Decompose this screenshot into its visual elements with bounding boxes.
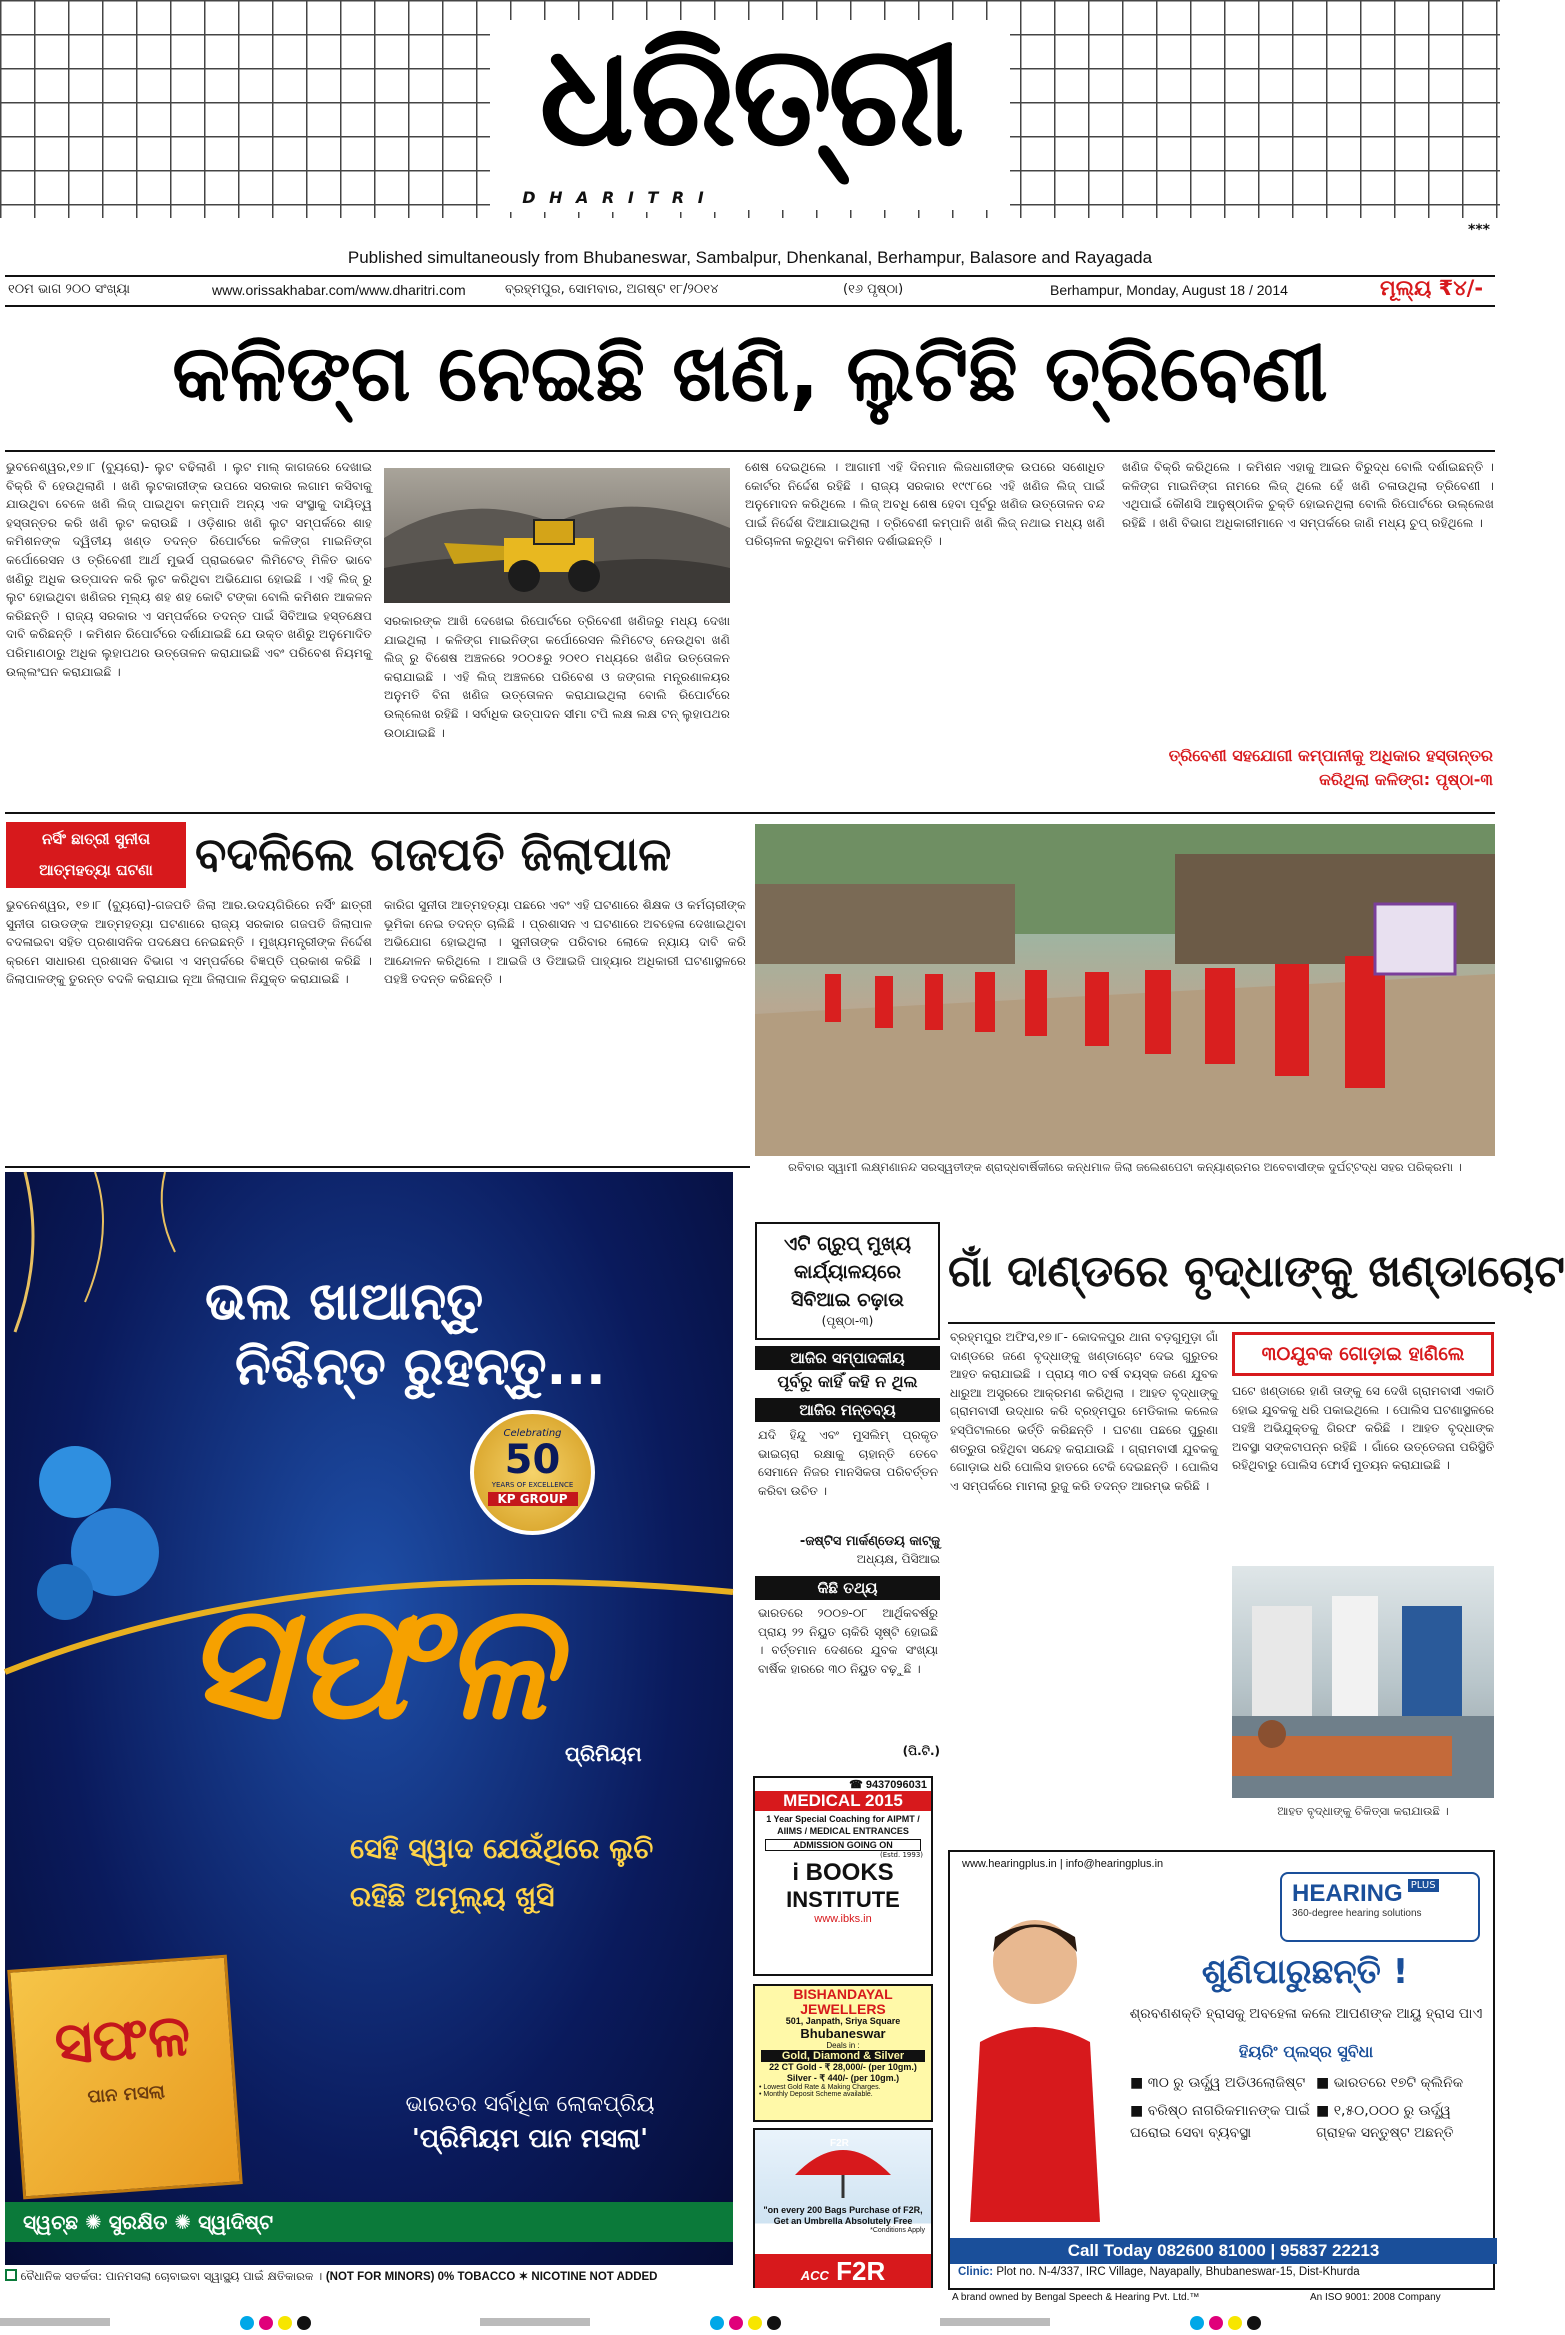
hearing-feature-1 (1130, 2072, 1310, 2094)
comment-head: ଆଜିର ମନ୍ତବ୍ୟ (755, 1398, 940, 1422)
hearing-clinic: Plot no. N-4/337, IRC Village, Nayapally, Bhubaneswar-15, Dist-Khurda (996, 2266, 1360, 2278)
black-dot-icon (297, 2316, 311, 2330)
hearing-web: www.hearingplus.in | info@hearingplus.in (962, 1858, 1164, 1870)
jewellers-note-1: • Lowest Gold Rate & Making Charges. (759, 2084, 881, 2091)
story3-sub-text: ଘଟେ ଖଣ୍ଡାରେ ହାଣି ତାଙ୍କୁ ସେ ଦେଖି ଗ୍ରାମବାସୀ ଏକାଠି ହୋଇ ଯୁବକକୁ ଧରି ପକାଇଥିଲେ । ପୋଲିସ ଘଟଣାସ୍ଥଳରେ ପହଞ୍ଚି ଅଭିଯୁକ୍ତକୁ ଗିରଫ କରିଛି । ଆହତ ବୃଦ୍ଧାଙ୍କ ଅବସ୍ଥା ସଙ୍କଟାପନ୍ନ ରହିଛି । ଗାଁରେ ଉତ୍ତେଜନା ପରିସ୍ଥିତି ରହିଥିବାରୁ ପୋଲିସ ଫୋର୍ସ ମୁତୟନ କରାଯାଇଛି । (1232, 1384, 1494, 1473)
saphal-footer-2: ସୁରକ୍ଷିତ (108, 2210, 168, 2234)
saphal-line-1: ସେହି ସ୍ୱାଦ ଯେଉଁଥିରେ ଲୁଚି (350, 1832, 654, 1865)
hearing-headline: ଶୁଣିପାରୁଛନ୍ତି ! (1201, 1952, 1409, 1992)
bullet-icon: ■ (1316, 2103, 1334, 2119)
ibooks-web: www.ibks.in (814, 1913, 872, 1925)
f2r-brand: F2R (836, 2256, 886, 2286)
saphal-footer-bar (5, 2202, 733, 2242)
flower-icon: ✺ (85, 2210, 109, 2234)
excavator-illustration (384, 468, 730, 603)
saphal-popular-1: ଭାରତର ସର୍ବାଧିକ ଲୋକପ୍ରିୟ (405, 2092, 655, 2117)
hearing-logo-sub: 360-degree hearing solutions (1292, 1908, 1422, 1919)
jewellers-name-2: JEWELLERS (800, 2001, 886, 2017)
lead-col2: ସରକାରଙ୍କ ଆଖି ଦେଖେଇ ରିପୋର୍ଟରେ ତ୍ରିବେଣୀ ଖଣିଜରୁ ମଧ୍ୟ ଦେଖା ଯାଇଥିଲା । କଳିଙ୍ଗ ମାଇନିଙ୍ଗ କର୍ପୋରେସନ ଲିମିଟେଡ୍ ନେଉଥିବା ଖଣି ଲିଜ୍ ରୁ ବିଶେଷ ଅଞ୍ଚଳରେ ୨୦୦୫ରୁ ୨୦୧୦ ମଧ୍ୟରେ ଖଣିଜ ଉତ୍ତୋଳନ କରାଯାଇଛି । ଏହି ଲିଜ୍ ଅଞ୍ଚଳରେ ପରିବେଶ ଓ ଜଙ୍ଗଲ ମନ୍ତ୍ରଣାଳୟର ଅନୁମତି ବିନା ଖଣିଜ ଉତ୍ତୋଳନ କରାଯାଇଥିଲା ବୋଲି ରିପୋର୍ଟରେ ଉଲ୍ଲେଖ ରହିଛି । ସର୍ବାଧିକ ଉତ୍ପାଦନ ସୀମା ଟପି ଲକ୍ଷ ଲକ୍ଷ ଟନ୍ ଲୁହାପଥର ଉଠାଯାଇଛି । (384, 614, 730, 740)
story2-kicker (6, 822, 186, 888)
color-dots (240, 2315, 311, 2334)
jewellers-ad[interactable] (753, 1984, 933, 2122)
section-rule-1 (5, 812, 1495, 814)
section-rule-2 (5, 1166, 750, 1168)
cbi-box[interactable] (755, 1222, 940, 1340)
masthead-logo-sub: D H A R I T R I (500, 188, 730, 212)
hearing-clinic-row (958, 2266, 1493, 2278)
saphal-pack-label: ପାନ ମସଲା (86, 2081, 166, 2108)
kp-badge-group: KP GROUP (488, 1492, 578, 1506)
comment-role: ଅଧ୍ୟକ୍ଷ, ପିସିଆଇ (856, 1552, 940, 1566)
fact-head: କିଛି ତଥ୍ୟ (755, 1576, 940, 1600)
hearing-feature-3 (1130, 2100, 1310, 2144)
ibooks-desc: 1 Year Special Coaching for AIPMT / AIIMS / MEDICAL ENTRANCES (766, 1814, 920, 1836)
hearing-call[interactable]: Call Today 082600 81000 | 95837 22213 (950, 2238, 1497, 2264)
f2r-ad[interactable] (753, 2128, 933, 2288)
hearing-logo: HEARING (1292, 1880, 1403, 1907)
saphal-tagline-1: ଭଲ ଖାଆନ୍ତୁ (205, 1272, 484, 1332)
f2r-brand-row (755, 2254, 931, 2288)
saphal-premium: ପ୍ରିମିୟମ (565, 1742, 642, 1766)
procession-photo (755, 824, 1495, 1156)
saphal-warning-en: (NOT FOR MINORS) 0% TOBACCO ✶ NICOTINE NOT ADDED (325, 2271, 658, 2283)
print-marks (0, 2314, 1500, 2330)
dateline-price: ମୂଲ୍ୟ ₹୪/- (1380, 276, 1484, 300)
kp-badge-top: Celebrating (503, 1428, 562, 1439)
story3-rule (948, 1322, 1495, 1324)
saphal-warning (5, 2265, 733, 2287)
hearing-feature-4-text: ୧,୫୦,୦୦୦ ରୁ ଊର୍ଦ୍ଧ୍ୱ ଗ୍ରାହକ ସନ୍ତୁଷ୍ଟ ଅଛନ୍ତି (1316, 2103, 1454, 2141)
jewellers-silver: Silver - ₹ 440/- (per 10gm.) (786, 2073, 900, 2083)
registration-bar (0, 2318, 110, 2326)
jewellers-gold: 22 CT Gold - ₹ 28,000/- (per 10gm.) (769, 2062, 917, 2072)
hearing-features-head: ହିୟରିଂ ପ୍ଲସ୍‌ର ସୁବିଧା (1238, 2042, 1374, 2061)
story2-col1: ଭୁବନେଶ୍ୱର, ୧୭।୮ (ବ୍ୟୁରୋ)-ଗଜପତି ଜିଲା ଆର.ଉଦୟଗିରିରେ ନର୍ସିଂ ଛାତ୍ରୀ ସୁନୀତା ଗଉଡଙ୍କ ଆତ୍ମହତ୍ୟା ଘଟଣାରେ ରାଜ୍ୟ ସରକାର ଗଜପତି ଜିଲାପାଳ ବଦଳାଇବା ସହିତ ପ୍ରଶାସନିକ ପଦକ୍ଷେପ ନେଇଛନ୍ତି । ମୁଖ୍ୟମନ୍ତ୍ରୀଙ୍କ ନିର୍ଦ୍ଦେଶ କ୍ରମେ ସାଧାରଣ ପ୍ରଶାସନ ବିଭାଗ ଏ ସମ୍ପର୍କରେ ବିଜ୍ଞପ୍ତି ପ୍ରକାଶ କରିଛି । ଜିଲାପାଳଙ୍କୁ ତୁରନ୍ତ ବଦଳି କରାଯାଇ ନୂଆ ଜିଲାପାଳ ନିଯୁକ୍ତ କରାଯାଇଛି । (6, 898, 372, 987)
lead-highlight[interactable]: ତ୍ରିବେଣୀ ସହଯୋଗୀ କମ୍ପାନୀକୁ ଅଧିକାର ହସ୍ତାନ୍ତର କରିଥିଲା କଳିଙ୍ଗ: ପୃଷ୍ଠା-୩ (1168, 746, 1493, 789)
lead-headline-rule (5, 450, 1495, 452)
jewellers-name-1: BISHANDAYAL (793, 1986, 893, 2002)
jewellers-address: 501, Janpath, Sriya Square (785, 2016, 901, 2026)
story2-kicker-bottom: ଆତ୍ମହତ୍ୟା ଘଟଣା (39, 861, 153, 879)
story2-headline: ବଦଳିଲେ ଗଜପତି ଜିଲାପାଳ (195, 827, 672, 881)
hearing-clinic-label: Clinic: (958, 2266, 994, 2278)
yellow-dot-icon (1228, 2316, 1242, 2330)
hospital-illustration (1232, 1566, 1494, 1798)
dateline-pages: (୧୬ ପୃଷ୍ଠା) (843, 282, 904, 297)
ibooks-phone: ☎ 9437096031 (849, 1779, 927, 1791)
hearing-iso: An ISO 9001: 2008 Company (1310, 2292, 1441, 2303)
kp-badge (470, 1410, 595, 1535)
magenta-dot-icon (1209, 2316, 1223, 2330)
dateline-english-date: Berhampur, Monday, August 18 / 2014 (1050, 282, 1288, 298)
jewellers-deals: Deals in : (826, 2041, 860, 2050)
story3-headline: ଗାଁ ଦାଣ୍ଡରେ ବୃଦ୍ଧାଙ୍କୁ ଖଣ୍ଡାଚୋଟ (948, 1246, 1565, 1297)
color-dots (710, 2315, 781, 2334)
lead-col3: ଶେଷ ଦେଇଥିଲେ । ଆଗାମୀ ଏହି ଦିନମାନ ଲିଜଧାରୀଙ୍କ ଉପରେ ସଶୋଧିତ କୋର୍ଟର ନିର୍ଦ୍ଦେଶ ରହିଛି । ରାଜ୍ୟ ସରକାର ୧୯୯୮ରେ ଏହି ଖଣିଜ ଲିଜ୍ ପାଇଁ ଅନୁମୋଦନ କରିଥିଲେ । ଲିଜ୍ ଅବଧି ଶେଷ ହେବା ପୂର୍ବରୁ ଖଣିଜ ଉତ୍ତୋଳନ ବନ୍ଦ ପାଇଁ ନିର୍ଦ୍ଦେଶ ଦିଆଯାଇଥିଲା । ତ୍ରିବେଣୀ କମ୍ପାନି ଖଣି ଲିଜ୍ ନଥାଇ ମଧ୍ୟ ଖଣି ପରିଚାଳନା କରୁଥିବା କମିଶନ ଦର୍ଶାଇଛନ୍ତି । (745, 460, 1105, 549)
hearing-feature-2-text: ଭାରତରେ ୧୭ଟି କ୍ଲିନିକ (1333, 2075, 1464, 2091)
cbi-box-ref: (ପୃଷ୍ଠା-୩) (821, 1314, 874, 1328)
dateline-website[interactable]: www.orissakhabar.com/www.dharitri.com (212, 282, 466, 298)
comment-author: -ଜଷ୍ଟିସ ମାର୍କଣ୍ଡେୟ କାଟ୍ଜୁ (799, 1534, 940, 1549)
hearing-feature-2 (1316, 2072, 1490, 2094)
comment-text: ଯଦି ହିନ୍ଦୁ ଏବଂ ମୁସଲିମ୍ ପ୍ରକୃତ ଭାଇଚାରା ରକ୍ଷାକୁ ଚାହାନ୍ତି ତେବେ ସେମାନେ ନିଜର ମାନସିକତା ପରିବର୍ତ୍ତନ କରିବା ଉଚିତ । (758, 1428, 938, 1498)
bullet-icon: ■ (1130, 2075, 1148, 2091)
f2r-cond: *Conditions Apply (870, 2227, 925, 2234)
cyan-dot-icon (1190, 2316, 1204, 2330)
saphal-brand: ସଫଳ (183, 1568, 557, 1755)
ibooks-ad[interactable] (753, 1776, 933, 1976)
dateline-rule-bottom (5, 305, 1495, 307)
ibooks-estd: (Estd. 1993) (880, 1851, 923, 1859)
magenta-dot-icon (729, 2316, 743, 2330)
procession-illustration (755, 824, 1495, 1156)
saphal-tagline-2: ନିଶ୍ଚିନ୍ତ ରୁହନ୍ତୁ... (235, 1337, 606, 1397)
hearing-ad[interactable] (948, 1850, 1495, 2290)
jewellers-items: Gold, Diamond & Silver (761, 2050, 925, 2062)
saphal-footer-3: ସ୍ୱାଦିଷ୍ଟ (198, 2210, 274, 2234)
saphal-warning-odia: ବୈଧାନିକ ସତର୍କତା: ପାନମସଲା ଚୋବାଇବା ସ୍ୱାସ୍ଥ୍ୟ ପାଇଁ କ୍ଷତିକାରକ । (20, 2269, 323, 2283)
f2r-offer: "on every 200 Bags Purchase of F2R, Get an Umbrella Absolutely Free (763, 2205, 923, 2226)
hearing-person (960, 1892, 1110, 2222)
story2-col2: କାରିଗ ସୁନୀତା ଆତ୍ମହତ୍ୟା ପଛରେ ଏବଂ ଏହି ଘଟଣାରେ ଶିକ୍ଷକ ଓ କର୍ମଚାରୀଙ୍କ ଭୂମିକା ନେଇ ତଦନ୍ତ ଚାଲିଛି । ପ୍ରଶାସନ ଏ ଘଟଣାରେ ଅବହେଳା ଦେଖାଇଥିବା ଅଭିଯୋଗ ହୋଇଥିଲା । ସୁନୀତାଙ୍କ ପରିବାର ଲୋକେ ନ୍ୟାୟ ଦାବି କରି ଆନ୍ଦୋଳନ କରିଥିଲେ । ଆଇଜି ଓ ଡିଆଇଜି ପାହ୍ୟାର ଅଧିକାରୀ ଘଟଣାସ୍ଥଳରେ ପହଞ୍ଚି ତଦନ୍ତ କରିଛନ୍ତି । (384, 898, 746, 987)
cbi-box-text: ଏଟି ଗ୍ରୁପ୍ ମୁଖ୍ୟ କାର୍ଯ୍ୟାଳୟରେ ସିବିଆଇ ଚଢ଼ାଉ (783, 1233, 912, 1311)
dateline-odia-date: ବ୍ରହ୍ମପୁର, ସୋମବାର, ଅଗଷ୍ଟ ୧୮/୨୦୧୪ (505, 282, 719, 297)
saphal-popular-2: 'ପ୍ରିମିୟମ ପାନ ମସଲା' (411, 2124, 649, 2154)
f2r-brand-acc: ACC (800, 2268, 829, 2283)
f2r-top: F2R (830, 2138, 849, 2149)
lead-col1: ଭୁବନେଶ୍ୱର,୧୭।୮ (ବ୍ୟୁରୋ)- ଲୁଟ ବଢିଲାଣି । ଲୁଟ ମାଲ୍ କାଗଜରେ ଦେଖାଇ ବିକ୍ରି ବି ହେଉଥିଲାଣି । ଖଣି ଲୁଟକାରୀଙ୍କ ଉପରେ ସରକାର ଲଗାମ କସିବାକୁ ଯାଉଥିବା ବେଳେ ଖଣି ଲିଜ୍ ପାଇଥିବା କମ୍ପାନି ଅନ୍ୟ ଏକ ସଂସ୍ଥାକୁ ଦାୟିତ୍ୱ ହସ୍ତାନ୍ତର କରି ଖଣି ଲୁଟ କରାଉଛି । ଓଡ଼ିଶାର ଖଣି ଲୁଟ ସମ୍ପର୍କରେ ଶାହ କମିଶନଙ୍କ ଦ୍ୱିତୀୟ ଖଣ୍ଡ ତଦନ୍ତ ରିପୋର୍ଟରେ କଳିଙ୍ଗ ମାଇନିଙ୍ଗ କର୍ପୋରେସନ ଓ ତ୍ରିବେଣୀ ଆର୍ଥ ମୁଭର୍ସ ପ୍ରାଇଭେଟ ଲିମିଟେଡ୍ ମିଳିତ ଭାବେ ଖଣିରୁ ଅଧିକ ଉତ୍ପାଦନ କରି ଲୁଟ କରିଥିବା ଅଭିଯୋଗ ହୋଇଛି । ଏହି ଲିଜ୍ ରୁ ଲୁଟ ହୋଇଥିବା ଖଣିଜର ମୂଲ୍ୟ ଶହ ଶହ କୋଟି ଟଙ୍କା ବୋଲି କମିଶନ ଆକଳନ କରିଛନ୍ତି । ରାଜ୍ୟ ସରକାର ଏ ସମ୍ପର୍କରେ ତଦନ୍ତ ପାଇଁ ସିବିଆଇ ହସ୍ତକ୍ଷେପ ଦାବି କରିଛନ୍ତି । କମିଶନ ରିପୋର୍ଟରେ ଦର୍ଶାଯାଇଛି ଯେ ଉକ୍ତ ଖଣିରୁ ଅନୁମୋଦିତ ପରିମାଣଠାରୁ ଅଧିକ ଲୁହାପଥର ଉତ୍ତୋଳନ କରାଯାଇଛି ଏବଂ ପରିବେଶ ନିୟମକୁ ଉଲ୍ଲଂଘନ କରାଯାଇଛି । (6, 460, 372, 679)
hearing-feature-1-text: ୩୦ ରୁ ଊର୍ଦ୍ଧ୍ୱ ଅଡିଓଲୋଜିଷ୍ଟ (1147, 2075, 1306, 2091)
flower-icon: ✺ (174, 2210, 199, 2234)
masthead-logo: ଧରିତ୍ରୀ (539, 15, 961, 178)
cyan-dot-icon (710, 2316, 724, 2330)
saphal-line-2: ରହିଛି ଅମୂଲ୍ୟ ଖୁସି (350, 1880, 555, 1913)
masthead-stars: *** (1468, 222, 1490, 238)
bullet-icon: ■ (1130, 2103, 1148, 2119)
registration-bar (940, 2318, 1050, 2326)
saphal-pack (7, 1955, 243, 2200)
magenta-dot-icon (259, 2316, 273, 2330)
story3-photo-caption: ଆହତ ବୃଦ୍ଧାଙ୍କୁ ଚିକିତ୍ସା କରାଯାଉଛି । (1277, 1804, 1449, 1818)
hearing-feature-3-text: ବରିଷ୍ଠ ନାଗରିକମାନଙ୍କ ପାଇଁ ଘରୋଇ ସେବା ବ୍ୟବସ୍ଥା (1130, 2103, 1310, 2141)
registration-bar (480, 2318, 590, 2326)
story3-sub-headline: ୩୦ଯୁବକ ଗୋଡ଼ାଇ ହାଣିଲେ (1232, 1332, 1494, 1376)
procession-caption: ରବିବାର ସ୍ୱାମୀ ଲକ୍ଷ୍ମଣାନନ୍ଦ ସରସ୍ୱତୀଙ୍କ ଶ୍ରାଦ୍ଧବାର୍ଷିକୀରେ କନ୍ଧମାଳ ଜିଲା ଜଲେଶପେଟା କନ୍ୟାଶ୍ରମର ଅବେବାସୀଙ୍କ ଦୁର୍ଘଟ୍ଟଦ୍ଧ ସହର ପରିକ୍ରମା । (788, 1160, 1462, 1174)
editorial-head: ଆଜିର ସମ୍ପାଦକୀୟ (755, 1346, 940, 1370)
jewellers-note-2: • Monthly Deposit Scheme available. (759, 2091, 873, 2098)
saphal-pack-brand: ସଫଳ (52, 2000, 193, 2078)
color-dots (1190, 2315, 1261, 2334)
hearing-subline: ଶ୍ରବଣଶକ୍ତି ହ୍ରାସକୁ ଅବହେଳା କଲେ ଆପଣଙ୍କ ଆୟୁ ହ୍ରାସ ପାଏ (1129, 2006, 1483, 2022)
person-illustration (960, 1892, 1110, 2222)
saphal-ad[interactable] (5, 1172, 733, 2265)
kp-badge-num: 50 (504, 1437, 561, 1483)
ibooks-brand: i BOOKS (792, 1859, 894, 1886)
bullet-icon: ■ (1316, 2075, 1334, 2091)
hearing-logo-plus: PLUS (1408, 1879, 1439, 1892)
story3-text: ବ୍ରହ୍ମପୁର ଅଫିସ,୧୭।୮- କୋଦଳପୁର ଥାନା ବଡ଼ଗୁମୁଡ଼ା ଗାଁ ଦାଣ୍ଡରେ ଜଣେ ବୃଦ୍ଧାଙ୍କୁ ଖଣ୍ଡାଚୋଟ ଦେଇ ଗୁରୁତର ଆହତ କରାଯାଇଛି । ପ୍ରାୟ ୩୦ ବର୍ଷ ବୟସ୍କ ଜଣେ ଯୁବକ ଧାରୁଆ ଅସ୍ତ୍ରରେ ଆକ୍ରମଣ କରିଥିଲା । ଆହତ ବୃଦ୍ଧାଙ୍କୁ ଗ୍ରାମବାସୀ ଉଦ୍ଧାର କରି ବ୍ରହ୍ମପୁର ମେଡିକାଲ କଲେଜ ହସ୍ପିଟାଲରେ ଭର୍ତ୍ତି କରିଛନ୍ତି । ଘଟଣା ପଛରେ ପୁରୁଣା ଶତ୍ରୁତା ରହିଥିବା ସନ୍ଦେହ କରାଯାଉଛି । ଗ୍ରାମବାସୀ ଯୁବକକୁ ଗୋଡ଼ାଇ ଧରି ପୋଲିସ ହାତରେ ଟେକି ଦେଇଛନ୍ତି । ପୋଲିସ ଏ ସମ୍ପର୍କରେ ମାମଲା ରୁଜୁ କରି ତଦନ୍ତ ଆରମ୍ଭ କରିଛି । (950, 1330, 1218, 1493)
yellow-dot-icon (748, 2316, 762, 2330)
dateline-rule-top (5, 275, 1495, 277)
saphal-footer-1: ସ୍ୱଚ୍ଛ (23, 2210, 79, 2234)
published-line: Published simultaneously from Bhubaneswar, Sambalpur, Dhenkanal, Berhampur, Balasore and Rayagada (347, 248, 1153, 267)
lead-headline: କଳିଙ୍ଗ ନେଇଛି ଖଣି, ଲୁଟିଛି ତ୍ରିବେଣୀ (172, 329, 1328, 419)
fact-source: (ପି.ଟି.) (902, 1744, 940, 1758)
story3-photo (1232, 1566, 1494, 1798)
black-dot-icon (1247, 2316, 1261, 2330)
dateline-volume: ୧୦ମ ଭାଗ ୨୦୦ ସଂଖ୍ୟା (8, 282, 131, 297)
story2-kicker-top: ନର୍ସିଂ ଛାତ୍ରୀ ସୁନୀତା (42, 830, 150, 848)
hearing-feature-4 (1316, 2100, 1490, 2144)
kp-badge-years: YEARS OF EXCELLENCE (491, 1481, 574, 1489)
jewellers-city: Bhubaneswar (800, 2026, 886, 2041)
cyan-dot-icon (240, 2316, 254, 2330)
yellow-dot-icon (278, 2316, 292, 2330)
fact-text: ଭାରତରେ ୨୦୦୭-୦୮ ଆର୍ଥିକବର୍ଷରୁ ପ୍ରାୟ ୨୨ ନିୟୁତ ଚାକିରି ସୃଷ୍ଟି ହୋଇଛି । ବର୍ତ୍ତମାନ ଦେଶରେ ଯୁବକ ସଂଖ୍ୟା ବାର୍ଷିକ ହାରରେ ୩୦ ନିୟୁତ ବଢ଼ୁଛି । (758, 1606, 938, 1676)
editorial-title[interactable]: ପୂର୍ବରୁ କାହିଁ କହି ନ ଥିଲ (777, 1372, 918, 1391)
hearing-brand-owned: A brand owned by Bengal Speech & Hearing Pvt. Ltd.™ (952, 2292, 1200, 2303)
lead-col4: ଖଣିଜ ବିକ୍ରି କରିଥିଲେ । କମିଶନ ଏହାକୁ ଆଇନ ବିରୁଦ୍ଧ ବୋଲି ଦର୍ଶାଇଛନ୍ତି । କଳିଙ୍ଗ ମାଇନିଙ୍ଗ ନାମରେ ଲିଜ୍ ଥିଲେ ହେଁ ଖଣି ଚଳାଉଥିଲା ତ୍ରିବେଣୀ । ଏଥିପାଇଁ କୌଣସି ଆନୁଷ୍ଠାନିକ ଚୁକ୍ତି ହୋଇନଥିଲା ବୋଲି ରିପୋର୍ଟରେ ଉଲ୍ଲେଖ ରହିଛି । ଖଣି ବିଭାଗ ଅଧିକାରୀମାନେ ଏ ସମ୍ପର୍କରେ ଜାଣି ମଧ୍ୟ ଚୁପ୍ ରହିଥିଲେ । (1122, 460, 1494, 530)
ibooks-title: MEDICAL 2015 (755, 1791, 931, 1811)
warning-box-icon (5, 2269, 17, 2281)
hearing-logo-box (1280, 1872, 1480, 1942)
ibooks-institute: INSTITUTE (786, 1887, 900, 1912)
lead-photo (384, 468, 730, 603)
ibooks-admission: ADMISSION GOING ON (765, 1839, 921, 1851)
black-dot-icon (767, 2316, 781, 2330)
